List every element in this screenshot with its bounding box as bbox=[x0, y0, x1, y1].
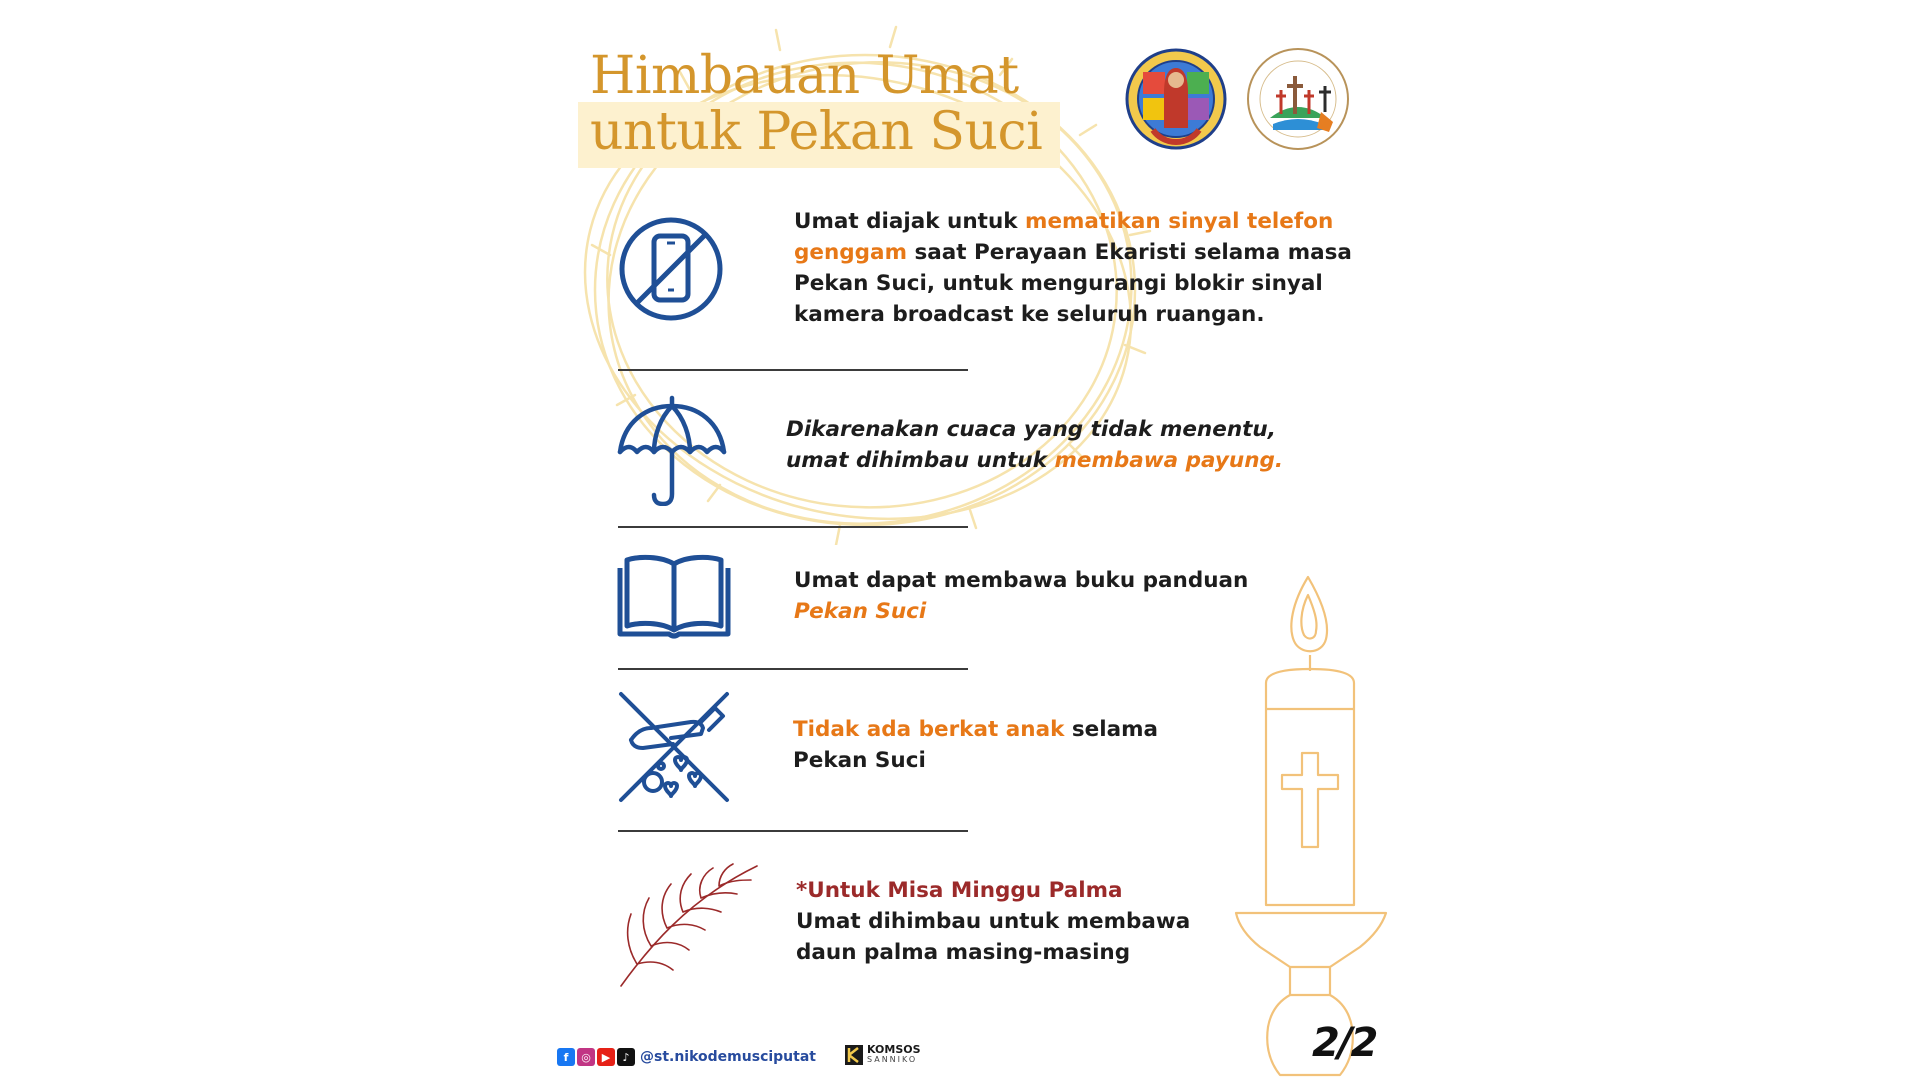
social-links bbox=[557, 1046, 816, 1068]
paschal-candle-decoration bbox=[1230, 575, 1400, 1080]
divider-1 bbox=[618, 369, 968, 371]
item-1-text-pre: Umat diajak untuk bbox=[794, 209, 1026, 234]
tiktok-icon[interactable]: ♪ bbox=[617, 1048, 635, 1066]
item-3-line-1: Umat dapat membawa buku panduan bbox=[794, 568, 1249, 593]
no-phone-icon bbox=[618, 216, 724, 322]
komsos-line-2: SANNIKO bbox=[867, 1055, 918, 1064]
item-2-highlight: membawa payung. bbox=[1054, 448, 1284, 473]
social-handle[interactable]: @st.nikodemusciputat bbox=[640, 1049, 816, 1065]
item-1-text-post: saat Perayaan Ekaristi selama masa Pekan Suci, untuk mengurangi blokir sinyal kamera broadcast ke seluruh ruangan. bbox=[794, 240, 1352, 327]
instagram-icon[interactable]: ◎ bbox=[577, 1048, 595, 1066]
item-2-text bbox=[786, 414, 1346, 476]
page-title bbox=[590, 48, 1042, 160]
divider-3 bbox=[618, 668, 968, 670]
parish-logo bbox=[1125, 48, 1227, 150]
youtube-icon[interactable]: ▶ bbox=[597, 1048, 615, 1066]
item-2-line-1: Dikarenakan cuaca yang tidak menentu, bbox=[786, 417, 1276, 442]
facebook-icon[interactable]: f bbox=[557, 1048, 575, 1066]
item-4-highlight: Tidak ada berkat anak bbox=[793, 717, 1065, 742]
item-3-highlight: Pekan Suci bbox=[794, 599, 927, 624]
item-5-heading: *Untuk Misa Minggu Palma bbox=[796, 878, 1123, 903]
komsos-mark-icon bbox=[845, 1045, 863, 1065]
item-1-highlight: mematikan sinyal telefon genggam bbox=[794, 209, 1334, 265]
page-number: 2/2 bbox=[1312, 1020, 1377, 1066]
title-line-2: untuk Pekan Suci bbox=[590, 102, 1043, 162]
komsos-line-1: KOMSOS bbox=[867, 1043, 921, 1056]
easter-committee-logo bbox=[1245, 46, 1351, 152]
umbrella-icon bbox=[616, 394, 728, 506]
no-child-blessing-icon bbox=[617, 690, 731, 804]
item-5-line-1: Umat dihimbau untuk membawa bbox=[796, 909, 1191, 934]
divider-4 bbox=[618, 830, 968, 832]
divider-2 bbox=[618, 526, 968, 528]
item-5-line-2: daun palma masing-masing bbox=[796, 940, 1131, 965]
item-2-text-pre: umat dihimbau untuk bbox=[786, 448, 1055, 473]
title-line-1: Himbauan Umat bbox=[590, 46, 1019, 106]
item-4-text-post2: Pekan Suci bbox=[793, 748, 926, 773]
komsos-logo bbox=[845, 1045, 921, 1065]
item-1-text bbox=[794, 206, 1354, 330]
item-4-text-post1: selama bbox=[1064, 717, 1159, 742]
open-book-icon bbox=[617, 552, 731, 640]
palm-leaf-icon bbox=[617, 860, 762, 990]
